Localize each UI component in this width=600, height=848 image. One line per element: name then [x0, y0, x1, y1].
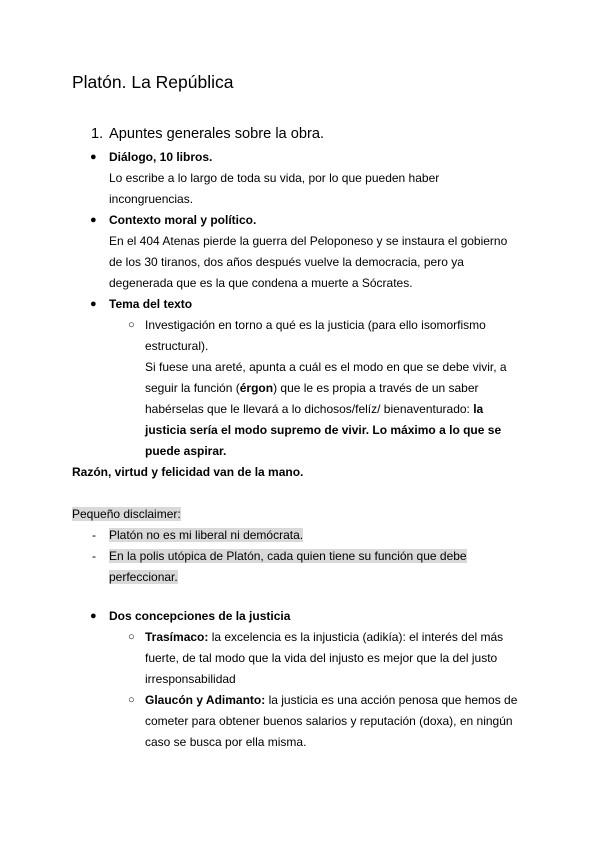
dialogo-line: incongruencias. — [109, 192, 194, 206]
text-span: habérselas que le llevará a lo dichosos/felíz/ bienaventurado: — [145, 402, 474, 416]
contexto-line: de los 30 tiranos, dos años después vuelve la democracia, pero ya — [109, 255, 464, 269]
trasimaco-line: irresponsabilidad — [145, 672, 236, 686]
glaucon-line: caso se busca por ella misma. — [145, 735, 307, 749]
tema-label: Tema del texto — [109, 297, 193, 311]
disclaimer-item — [109, 525, 303, 546]
highlighted-text: Platón no es mi liberal ni demócrata. — [109, 528, 304, 542]
circle-bullet-icon: ○ — [128, 319, 135, 331]
disclaimer-item — [109, 567, 178, 588]
dash-icon: - — [92, 528, 96, 542]
bullet-icon: ● — [90, 214, 97, 226]
dialogo-label: Diálogo, 10 libros. — [109, 150, 213, 164]
circle-bullet-icon: ○ — [128, 631, 135, 643]
tema-conclusion: justicia sería el modo supremo de vivir. Lo máximo a lo que se — [145, 423, 502, 437]
tema-conclusion: puede aspirar. — [145, 444, 227, 458]
tema-line — [145, 378, 479, 399]
tema-line — [145, 399, 483, 420]
highlighted-text: perfeccionar. — [109, 570, 178, 584]
page-title: Platón. La República — [72, 72, 234, 92]
contexto-line: En el 404 Atenas pierde la guerra del Peloponeso y se instaura el gobierno — [109, 234, 508, 248]
trasimaco-line: fuerte, de tal modo que la vida del injusto es mejor que la del justo — [145, 651, 498, 665]
concepciones-label: Dos concepciones de la justicia — [109, 609, 291, 623]
dialogo-line: Lo escribe a lo largo de toda su vida, por lo que pueden haber — [109, 171, 440, 185]
trasimaco-name: Trasímaco: — [145, 630, 209, 644]
tema-line: Investigación en torno a qué es la justicia (para ello isomorfismo — [145, 318, 486, 332]
text-span: la justicia es una acción penosa que hemos de — [265, 693, 518, 707]
highlighted-text: Pequeño disclaimer: — [72, 507, 181, 521]
ergon-term: érgon — [239, 381, 274, 395]
contexto-label: Contexto moral y político. — [109, 213, 257, 227]
section-number: 1. — [91, 126, 104, 142]
trasimaco-line — [145, 627, 503, 648]
glaucon-name: Glaucón y Adimanto: — [145, 693, 266, 707]
text-span: la excelencia es la injusticia (adikía): el interés del más — [208, 630, 504, 644]
highlighted-text: En la polis utópica de Platón, cada quien tiene su función que debe — [109, 549, 467, 563]
tema-line: estructural). — [145, 339, 209, 353]
bold-span: la — [473, 402, 484, 416]
disclaimer-item — [109, 546, 467, 567]
circle-bullet-icon: ○ — [128, 694, 135, 706]
glaucon-line: cometer para obtener buenos salarios y reputación (doxa), en ningún — [145, 714, 513, 728]
disclaimer-title — [72, 504, 181, 525]
text-span: ) que le es propia a través de un saber — [273, 381, 479, 395]
bullet-icon: ● — [90, 298, 97, 310]
glaucon-line — [145, 690, 517, 711]
contexto-line: degenerada que es la que condena a muerte a Sócrates. — [109, 276, 413, 290]
section-heading: Apuntes generales sobre la obra. — [109, 126, 324, 142]
text-span: seguir la función ( — [145, 381, 240, 395]
bullet-icon: ● — [90, 610, 97, 622]
razon-statement: Razón, virtud y felicidad van de la mano. — [72, 465, 304, 479]
tema-line: Si fuese una areté, apunta a cuál es el modo en que se debe vivir, a — [145, 360, 507, 374]
dash-icon: - — [92, 549, 96, 563]
bullet-icon: ● — [90, 151, 97, 163]
